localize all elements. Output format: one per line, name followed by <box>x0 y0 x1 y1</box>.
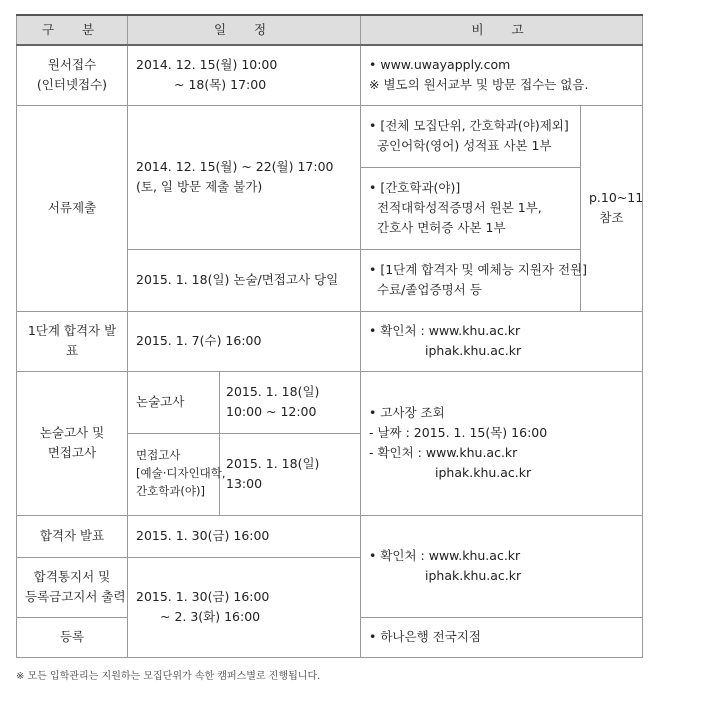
row-final <box>17 515 643 557</box>
documents-schedule-1: 2014. 12. 15(월) ~ 22(월) 17:00 (토, 일 방문 제출 불가) <box>128 105 361 249</box>
final-schedule: 2015. 1. 30(금) 16:00 <box>128 515 361 557</box>
notice-category: 합격통지서 및 등록금고지서 출력 <box>17 557 128 617</box>
first-pass-category: 1단계 합격자 발표 <box>17 311 128 371</box>
header-note: 비 고 <box>361 15 643 45</box>
exam-category: 논술고사 및 면접고사 <box>17 371 128 515</box>
final-note: • 확인처 : www.khu.ac.kr iphak.khu.ac.kr <box>361 515 643 617</box>
row-documents-1 <box>17 105 643 167</box>
row-first-pass <box>17 311 643 371</box>
essay-label: 논술고사 <box>128 371 220 433</box>
documents-schedule-2: 2015. 1. 18(일) 논술/면접고사 당일 <box>128 249 361 311</box>
documents-category: 서류제출 <box>17 105 128 311</box>
exam-note: • 고사장 조회 - 날짜 : 2015. 1. 15(목) 16:00 - 확인처 : www.khu.ac.kr iphak.khu.ac.kr <box>361 371 643 515</box>
interview-schedule: 2015. 1. 18(일) 13:00 <box>220 433 361 515</box>
header-category: 구 분 <box>17 15 128 45</box>
registration-note: • 하나은행 전국지점 <box>361 617 643 657</box>
application-schedule: 2014. 12. 15(월) 10:00 ~ 18(목) 17:00 <box>128 45 361 105</box>
application-url: • www.uwayapply.com <box>369 57 511 73</box>
documents-note-3: • [1단계 합격자 및 예체능 지원자 전원] 수료/졸업증명서 등 <box>361 249 581 311</box>
header-row <box>17 15 643 45</box>
essay-schedule: 2015. 1. 18(일) 10:00 ~ 12:00 <box>220 371 361 433</box>
final-category: 합격자 발표 <box>17 515 128 557</box>
documents-reference: p.10~11 참조 <box>581 105 643 311</box>
application-note: • www.uwayapply.com ※ 별도의 원서교부 및 방문 접수는 없음. <box>361 45 643 105</box>
header-schedule: 일 정 <box>128 15 361 45</box>
row-application <box>17 45 643 105</box>
registration-category: 등록 <box>17 617 128 657</box>
documents-note-1: • [전체 모집단위, 간호학과(야)제외] 공인어학(영어) 성적표 사본 1부 <box>361 105 581 167</box>
interview-label: 면접고사 [예술·디자인대학, 간호학과(야)] <box>128 433 220 515</box>
first-pass-note: • 확인처 : www.khu.ac.kr iphak.khu.ac.kr <box>361 311 643 371</box>
application-category: 원서접수 (인터넷접수) <box>17 45 128 105</box>
footnote: ※ 모든 입학관리는 지원하는 모집단위가 속한 캠퍼스별로 진행됩니다. <box>16 671 321 682</box>
notice-schedule: 2015. 1. 30(금) 16:00 ~ 2. 3(화) 16:00 <box>128 557 361 657</box>
documents-note-2: • [간호학과(야)] 전적대학성적증명서 원본 1부, 간호사 면허증 사본 1부 <box>361 167 581 249</box>
first-pass-schedule: 2015. 1. 7(수) 16:00 <box>128 311 361 371</box>
row-exam-essay <box>17 371 643 433</box>
admission-schedule-table <box>16 14 643 658</box>
